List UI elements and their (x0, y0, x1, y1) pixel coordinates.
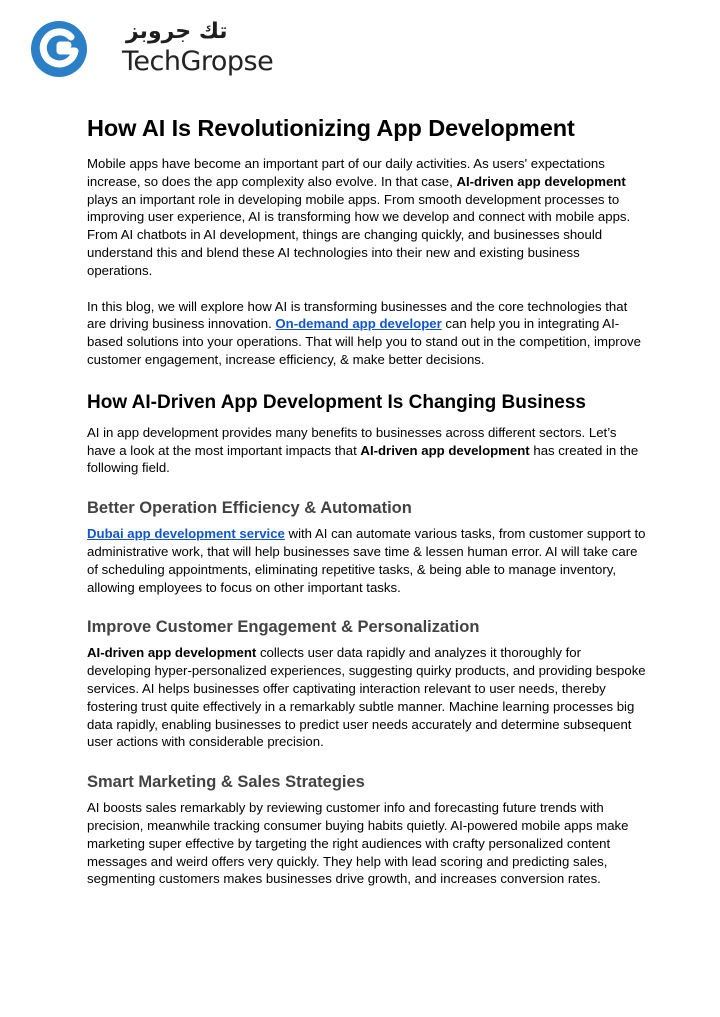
subheading-customer-engagement: Improve Customer Engagement & Personalization (87, 618, 480, 637)
blog-overview-paragraph (87, 298, 647, 369)
section-bold-phrase: AI-driven app development (360, 442, 530, 458)
customer-engagement-paragraph (87, 644, 647, 751)
customer-engagement-bold-phrase: AI-driven app development (87, 645, 257, 661)
overview-text-2: can help you in integrating AI-based solutions into your operations. That will help you to stand out in the competition, improve customer engagement, increase efficiency, & make better decisions. (87, 316, 641, 367)
section-text-1: AI in app development provides many benefits to businesses across different sectors. Let’s have a look at the most important impacts that (87, 424, 617, 458)
intro-paragraph (87, 155, 647, 280)
intro-text-2: plays an important role in developing mobile apps. From smooth development processes to improving user experience, AI is transforming how we develop and connect with mobile apps. From AI chatbots in AI development, things are changing quickly, and businesses should understand this and blend these AI technologies into their new and existing business operations. (87, 191, 631, 278)
section-paragraph (87, 424, 647, 477)
on-demand-app-developer-link[interactable]: On-demand app developer (275, 316, 442, 332)
operation-efficiency-text: with AI can automate various tasks, from customer support to administrative work, that will help businesses save time & lessen human error. AI will take care of scheduling appointments, eliminating repetitive tasks, & being able to manage inventory, allowing employees to focus on other important tasks. (87, 526, 646, 595)
intro-text-1: Mobile apps have become an important part of our daily activities. As users' expectations increase, so does the app complexity also evolve. In that case, (87, 156, 605, 189)
section-heading: How AI-Driven App Development Is Changing Business (87, 391, 586, 413)
smart-marketing-paragraph: AI boosts sales remarkably by reviewing customer info and forecasting future trends with precision, meanwhile tracking consumer buying habits quietly. AI-powered mobile apps make marketing super effective by targeting the right audiences with crafty personalized content messages and weird offers very quickly. They help with lead scoring and predicting sales, segmenting customers makes businesses drive growth, and increases conversion rates. (87, 800, 629, 887)
section-text-2: has created in the following field. (87, 442, 639, 476)
dubai-app-development-service-link[interactable]: Dubai app development service (87, 526, 285, 542)
customer-engagement-text: collects user data rapidly and analyzes it thoroughly for developing hyper-personalized experiences, suggesting quirky products, and providing bespoke services. AI helps businesses offer captivating interaction relevant to user needs, thereby fostering trust quite effectively in a remarkably subtle manner. Machine learning processes big data rapidly, enabling businesses to predict user needs accurately and determine subsequent user actions with considerable precision. (87, 645, 646, 750)
subheading-operation-efficiency: Better Operation Efficiency & Automation (87, 499, 412, 518)
logo-brand-text: TechGropse (122, 46, 274, 77)
techgropse-g-logo-icon (30, 20, 88, 78)
subheading-smart-marketing: Smart Marketing & Sales Strategies (87, 773, 365, 792)
overview-text-1: In this blog, we will explore how AI is transforming businesses and the core technologies that are driving business innovation. (87, 298, 628, 332)
article-title: How AI Is Revolutionizing App Development (87, 115, 575, 141)
techgropse-logo (30, 18, 274, 80)
article-body (87, 113, 647, 888)
logo-arabic-text: تك جروبز (126, 19, 228, 44)
intro-bold-phrase: AI-driven app development (456, 173, 626, 189)
operation-efficiency-paragraph (87, 525, 647, 596)
